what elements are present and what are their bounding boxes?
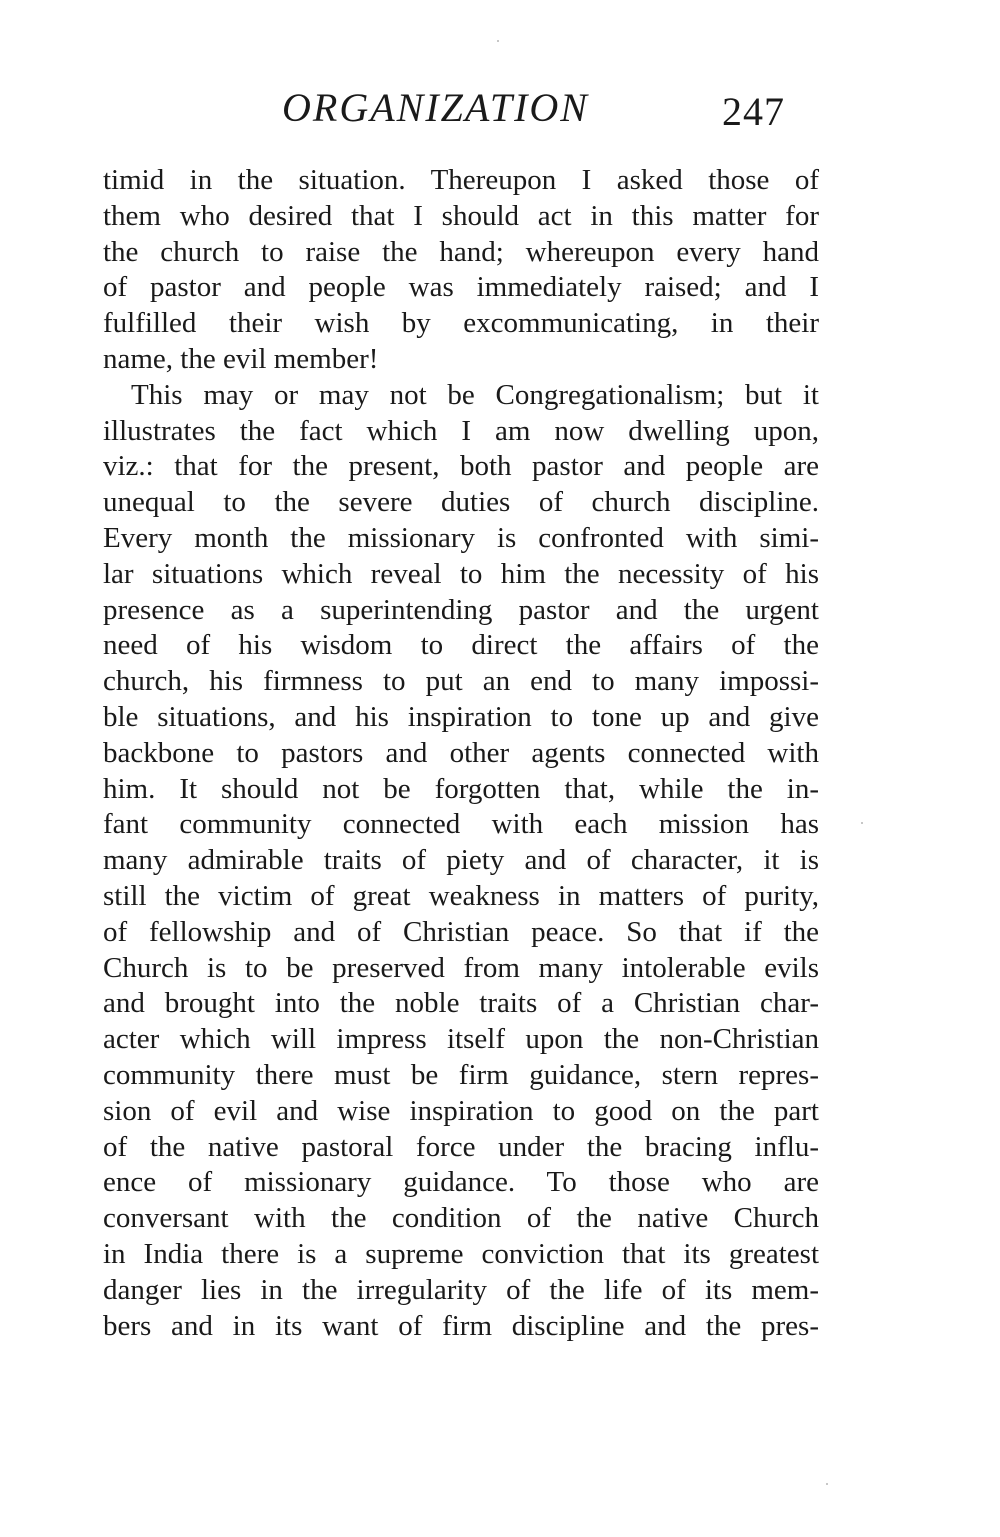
scan-speck <box>497 40 499 42</box>
text-line: need of his wisdom to direct the affairs of the <box>103 629 819 662</box>
page-number: 247 <box>722 89 785 134</box>
text-line: name, the evil member! <box>103 342 379 375</box>
text-line: church, his firmness to put an end to many impossi- <box>103 665 819 698</box>
text-line: and brought into the noble traits of a Christian char- <box>103 987 819 1020</box>
running-title: ORGANIZATION <box>282 85 589 130</box>
scan-speck <box>826 1483 828 1485</box>
text-line: This may or may not be Congregationalism; but it <box>131 378 819 411</box>
text-line: of pastor and people was immediately raised; and I <box>103 271 819 304</box>
text-line: viz.: that for the present, both pastor and people are <box>103 450 819 483</box>
text-line: fant community connected with each mission has <box>103 808 819 841</box>
text-line: danger lies in the irregularity of the life of its mem- <box>103 1273 819 1306</box>
text-line: the church to raise the hand; whereupon every hand <box>103 235 819 268</box>
text-line: of fellowship and of Christian peace. So that if the <box>103 915 819 948</box>
text-line: fulfilled their wish by excommunicating, in their <box>103 307 819 340</box>
text-line: presence as a superintending pastor and the urgent <box>103 593 819 626</box>
scan-speck <box>861 822 863 824</box>
text-line: backbone to pastors and other agents connected with <box>103 736 819 769</box>
text-line: Every month the missionary is confronted with simi- <box>103 521 819 554</box>
text-line: unequal to the severe duties of church discipline. <box>103 486 819 519</box>
text-line: ence of missionary guidance. To those who are <box>103 1166 819 1199</box>
text-line: timid in the situation. Thereupon I asked those of <box>103 164 819 196</box>
text-line: sion of evil and wise inspiration to good on the part <box>103 1094 819 1127</box>
text-line: illustrates the fact which I am now dwelling upon, <box>103 414 819 447</box>
text-line: lar situations which reveal to him the necessity of his <box>103 557 819 590</box>
text-line: Church is to be preserved from many intolerable evils <box>103 951 819 984</box>
text-line: many admirable traits of piety and of character, it is <box>103 844 819 877</box>
text-line: ble situations, and his inspiration to tone up and give <box>103 700 819 733</box>
page-header <box>0 80 1000 140</box>
text-line: still the victim of great weakness in matters of purity, <box>103 879 819 912</box>
text-line: of the native pastoral force under the bracing influ- <box>103 1130 819 1163</box>
text-line: in India there is a supreme conviction that its greatest <box>103 1237 819 1270</box>
text-line: him. It should not be forgotten that, while the in- <box>103 772 819 805</box>
text-line: bers and in its want of firm discipline and the pres- <box>103 1309 819 1342</box>
text-line: acter which will impress itself upon the non-Christian <box>103 1023 819 1056</box>
text-line: them who desired that I should act in this matter for <box>103 199 819 232</box>
text-line: conversant with the condition of the native Church <box>103 1202 819 1235</box>
text-line: community there must be firm guidance, stern repres- <box>103 1058 819 1091</box>
body-text <box>103 163 819 1344</box>
